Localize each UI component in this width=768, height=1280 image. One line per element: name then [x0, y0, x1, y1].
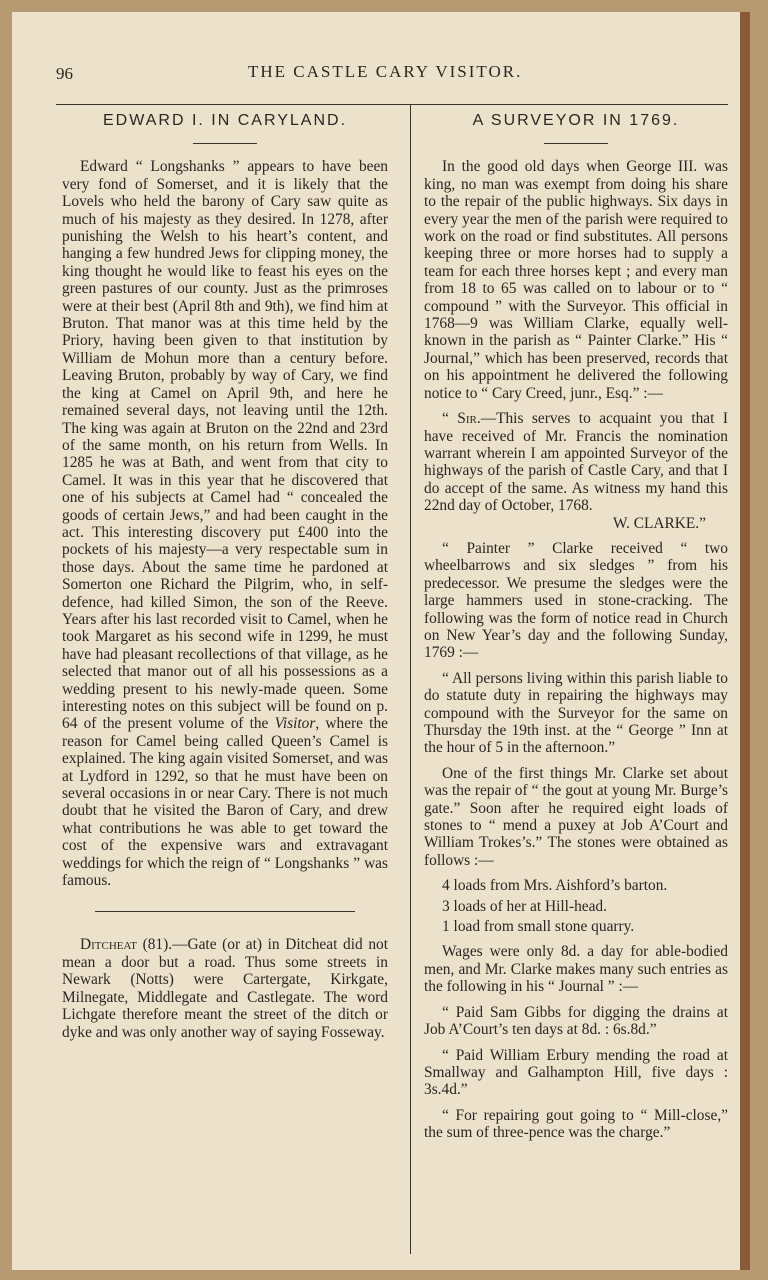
edward-article-title: EDWARD I. IN CARYLAND.: [102, 112, 348, 129]
paragraph: In the good old days when George III. was king, no man was exempt from doing his share to the repair of the public highways. Six days in every year the men of the parish were required to work on the road or find substitutes. All persons keeping three or more horses had to supply a team for each three horses kept ; and every man from 18 to 65 was called on to labour or to “ compound ” with the Surveyor. This official in 1768—9 was William Clarke, equally well-known in the parish as “ Painter Clarke.” His “ Journal,” which has been preserved, records that on his appointment he delivered the following notice to “ Cary Creed, junr., Esq.” :—: [424, 158, 728, 402]
paragraph: Wages were only 8d. a day for able-bodied men, and Mr. Clarke makes many such entries as the following in his “ Journal ” :—: [424, 943, 728, 996]
journal-entry: “ Paid Sam Gibbs for digging the drains at Job A’Court’s ten days at 8d. : 6s.8d.”: [424, 1003, 728, 1039]
paragraph: One of the first things Mr. Clarke set about was the repair of “ the gout at young Mr. Burge’s gate.” Soon after he required eight loads of stones to “ mend a puxey at Job A’Court and William Trokes’s.” The stones were obtained as follows :—: [424, 764, 728, 869]
edward-article-body: Edward “ Longshanks ” appears to have been very fond of Somerset, and it is likely that the Lovels who held the barony of Cary saw quite as much of his majesty as they desired. In 1278, after punishing the Welsh to his heart’s content, and hanging a few hundred Jews for clipping money, the king thought he would like to feast his eyes on the green pastures of our county. Just as the primroses were at their best (April 8th and 9th), we find him at Bruton. That manor was at this time held by the Priory, having been given to that institution by William de Mohun more than a century before. Leaving Bruton, probably by way of Cary, we find the king at Camel on April 9th, and here he remained several days, not leaving until the 12th. The king was again at Bruton on the 22nd and 23rd of the same month, on his return from Wells. In 1285 he was at Bath, and went from that city to Camel. It was in this year that he discovered that one of his subjects at Camel had “ concealed the goods of certain Jews,” and had been caught in the act. This interesting discovery put £400 into the pockets of his majesty—a very respectable sum in those days. About the same time he pardoned at Somerton one Richard the Pilgrim, who, in self-defence, had killed Simon, the son of the Reeve. Years after his last recorded visit to Camel, when he took Margaret as his second wife in 1299, he must have had pleasant recollections of that village, as he selected that manor out of all his possessions as a wedding present to his newly-made queen. Some interesting notes on this subject will be found on p. 64 of the present volume of the Visitor, where the reason for Camel being called Queen’s Camel is explained. The king again visited Somerset, and was at Lydford in 1292, so that he must have been on several occasions in or near Cary. There is not much doubt that he visited the Baron of Cary, and drew what contributions he was able to get toward the cost of the expensive wars and extravagant weddings for which the reign of “ Longshanks ” was famous.: [62, 158, 388, 890]
list-item: 4 loads from Mrs. Aishford’s barton.: [442, 877, 668, 895]
right-column: [424, 110, 728, 1150]
left-column: [62, 110, 388, 1049]
visitor-title: Visitor: [274, 715, 316, 733]
letter: “ Sir.—This serves to acquaint you that I have received of Mr. Francis the nomination warrant wherein I am appointed Surveyor of the highways of the parish of Castle Cary, and that I do accept of the same. As witness my hand this 22nd day of October, 1768.: [424, 410, 728, 515]
title-rule: [193, 143, 257, 144]
journal-entry: “ For repairing gout going to “ Mill-close,” the sum of three-pence was the charge.”: [424, 1106, 728, 1142]
signature: W. CLARKE.”: [612, 514, 706, 532]
running-title: THE CASTLE CARY VISITOR.: [248, 62, 523, 81]
column-divider: [410, 104, 411, 1254]
list-item: 1 load from small stone quarry.: [442, 918, 635, 936]
header-rule: [56, 104, 728, 105]
paragraph: “ Painter ” Clarke received “ two wheelbarrows and six sledges ” from his predecessor. We presume the sledges were the large hammers used in stone-cracking. The following was the form of notice read in Church on New Year’s day and the following Sunday, 1769 :—: [424, 539, 728, 662]
church-notice: “ All persons living within this parish liable to do statute duty in repairing the highways may compound with the Surveyor for the same on Thursday the 19th inst. at the “ George ” Inn at the hour of 5 in the afternoon.”: [424, 669, 728, 757]
journal-entry: “ Paid William Erbury mending the road at Smallway and Galhampton Hill, five days : 3s.4d.”: [424, 1046, 728, 1099]
section-rule: [95, 911, 355, 912]
book-page: [12, 12, 750, 1270]
ditcheat-note: Ditcheat (81).—Gate (or at) in Ditcheat did not mean a door but a road. Thus some streets in Newark (Notts) were Cartergate, Kirkgate, Milnegate, Middlegate and Castlegate. The word Lichgate therefore meant the street of the ditch or dyke and was only another way of saying Fosseway.: [62, 936, 388, 1041]
surveyor-article-title: A SURVEYOR IN 1769.: [472, 112, 680, 129]
title-rule: [544, 143, 608, 144]
list-item: 3 loads of her at Hill-head.: [442, 897, 607, 915]
page-number: 96: [56, 64, 73, 83]
ditcheat-lead: Ditcheat (81).: [80, 936, 173, 954]
